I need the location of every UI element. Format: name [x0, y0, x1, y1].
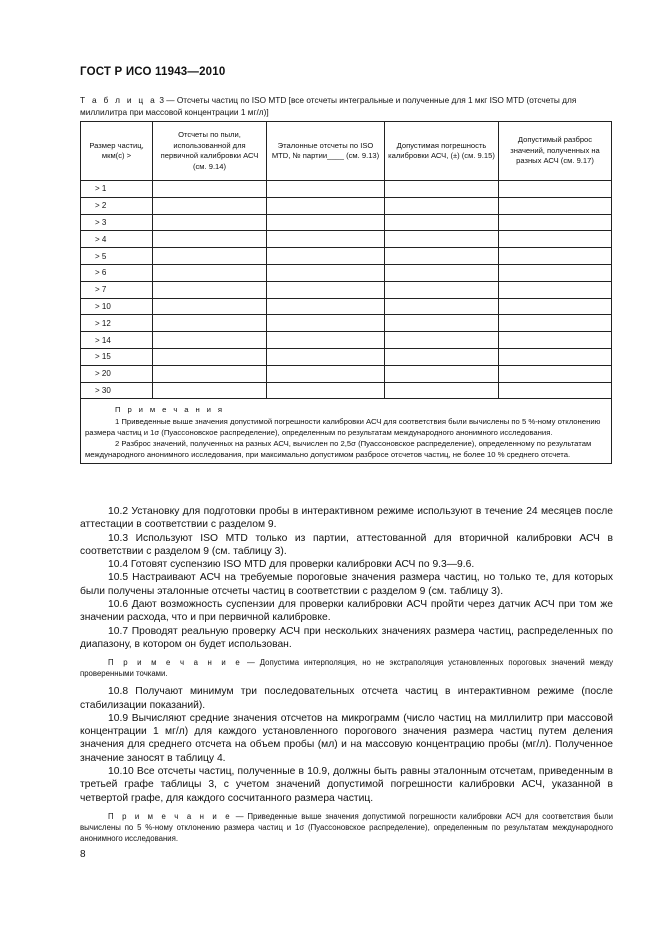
- notes-title: П р и м е ч а н и я: [115, 405, 225, 415]
- empty-cell: [267, 181, 385, 198]
- empty-cell: [153, 298, 267, 315]
- empty-cell: [267, 197, 385, 214]
- empty-cell: [153, 281, 267, 298]
- table-caption: [80, 94, 610, 118]
- empty-cell: [499, 332, 612, 349]
- empty-cell: [499, 248, 612, 265]
- empty-cell: [385, 281, 499, 298]
- note-text: — Допустима интерполяция, но не экстраполяция установленных пороговых значений между проверенными точками.: [80, 658, 613, 679]
- empty-cell: [385, 365, 499, 382]
- size-cell: > 10: [81, 298, 153, 315]
- empty-cell: [267, 315, 385, 332]
- table-notes: [81, 399, 612, 464]
- empty-cell: [153, 248, 267, 265]
- column-header: Отсчеты по пыли, использованной для первичной калибровки АСЧ (см. 9.14): [153, 122, 267, 181]
- empty-cell: [499, 231, 612, 248]
- empty-cell: [153, 365, 267, 382]
- size-cell: > 4: [81, 231, 153, 248]
- paragraph-10-9: 10.9 Вычисляют средние значения отсчетов на микрограмм (число частиц на миллилитр при массовой концентрации 1 мг/л) для каждого установленного порогового значения размера частиц путем деления значения для среднего отсчета на объем пробы (мл) и на массовую концентрацию пробы (мг/л). Полученное значение заносят в таблицу 4.: [80, 712, 613, 764]
- table-row: [81, 264, 612, 281]
- empty-cell: [153, 332, 267, 349]
- empty-cell: [267, 264, 385, 281]
- empty-cell: [153, 382, 267, 399]
- empty-cell: [385, 264, 499, 281]
- empty-cell: [385, 231, 499, 248]
- empty-cell: [499, 348, 612, 365]
- empty-cell: [499, 181, 612, 198]
- size-cell: > 30: [81, 382, 153, 399]
- note-interpolation: [80, 657, 613, 679]
- table-row: [81, 348, 612, 365]
- empty-cell: [499, 214, 612, 231]
- note-label: П р и м е ч а н и е: [108, 658, 242, 668]
- paragraph-10-6: 10.6 Дают возможность суспензии для проверки калибровки АСЧ пройти через датчик АСЧ при том же значении расхода, что и при первичной калибровке.: [80, 599, 613, 624]
- size-cell: > 5: [81, 248, 153, 265]
- size-cell: > 6: [81, 264, 153, 281]
- size-cell: > 2: [81, 197, 153, 214]
- table-row: [81, 181, 612, 198]
- paragraph-10-8: 10.8 Получают минимум три последовательных отсчета частиц в интерактивном режиме (после стабилизации показаний).: [80, 686, 613, 711]
- table-notes-row: [81, 399, 612, 464]
- empty-cell: [385, 348, 499, 365]
- table-row: [81, 231, 612, 248]
- table-row: [81, 214, 612, 231]
- empty-cell: [385, 197, 499, 214]
- paragraph-10-5: 10.5 Настраивают АСЧ на требуемые пороговые значения размера частиц, но только те, для которых были получены эталонные отсчеты частиц в соответствии с разделом 9 (см. таблицу 3).: [80, 572, 613, 597]
- note-calibration: [80, 811, 613, 844]
- table-row: [81, 365, 612, 382]
- column-header: Размер частиц, мкм(с) >: [81, 122, 153, 181]
- empty-cell: [153, 231, 267, 248]
- size-cell: > 20: [81, 365, 153, 382]
- empty-cell: [153, 264, 267, 281]
- standard-header: ГОСТ Р ИСО 11943—2010: [80, 66, 226, 78]
- note-label: П р и м е ч а н и е: [108, 811, 232, 821]
- empty-cell: [267, 298, 385, 315]
- table-note-2: 2 Разброс значений, полученных на разных АСЧ, вычислен по 2,5σ (Пуассоновское распределение), определенному по результатам международного анонимного исследования, при максимально допустимом разбросе отсчетов частиц, не более 10 % среднего отсчета.: [85, 438, 592, 459]
- empty-cell: [385, 298, 499, 315]
- size-cell: > 7: [81, 281, 153, 298]
- body-text: [80, 505, 613, 850]
- empty-cell: [267, 281, 385, 298]
- empty-cell: [267, 332, 385, 349]
- particle-counts-table: [80, 121, 612, 464]
- size-cell: > 15: [81, 348, 153, 365]
- empty-cell: [385, 214, 499, 231]
- empty-cell: [153, 214, 267, 231]
- empty-cell: [385, 382, 499, 399]
- empty-cell: [499, 281, 612, 298]
- size-cell: > 3: [81, 214, 153, 231]
- table-row: [81, 315, 612, 332]
- empty-cell: [499, 365, 612, 382]
- column-header: Допустимая погрешность калибровки АСЧ, (±) (см. 9.15): [385, 122, 499, 181]
- paragraph-10-3: 10.3 Используют ISO MTD только из партии, аттестованной для вторичной калибровки АСЧ в соответствии с разделом 9 (см. таблицу 3).: [80, 532, 613, 557]
- empty-cell: [153, 181, 267, 198]
- column-header: Эталонные отсчеты по ISO MTD, № партии____ (см. 9.13): [267, 122, 385, 181]
- empty-cell: [499, 298, 612, 315]
- empty-cell: [499, 382, 612, 399]
- empty-cell: [153, 197, 267, 214]
- table-row: [81, 298, 612, 315]
- table-row: [81, 197, 612, 214]
- empty-cell: [267, 348, 385, 365]
- empty-cell: [267, 231, 385, 248]
- empty-cell: [153, 315, 267, 332]
- note-text: — Приведенные выше значения допустимой погрешности калибровки АСЧ для соответствия были вычислены по 5 %-ному отклонению размера частиц и 1σ (Пуассоновское распределение), определенным по результатам международного анонимного исследования.: [80, 811, 613, 843]
- empty-cell: [267, 382, 385, 399]
- table-caption-label: Т а б л и ц а: [80, 95, 158, 105]
- empty-cell: [385, 332, 499, 349]
- paragraph-10-2: 10.2 Установку для подготовки пробы в интерактивном режиме используют в течение 24 месяцев после аттестации в соответствии с разделом 9.: [80, 506, 613, 531]
- table-header-row: [81, 122, 612, 181]
- empty-cell: [385, 181, 499, 198]
- size-cell: > 14: [81, 332, 153, 349]
- table-row: [81, 332, 612, 349]
- size-cell: > 12: [81, 315, 153, 332]
- table-note-1: 1 Приведенные выше значения допустимой погрешности калибровки АСЧ для соответствия были вычислены по 5 %-ному отклонению размера частиц и 1σ (Пуассоновское распределение), определенным по результатам международного анонимного исследования.: [85, 417, 601, 437]
- table-row: [81, 248, 612, 265]
- empty-cell: [153, 348, 267, 365]
- table-row: [81, 281, 612, 298]
- empty-cell: [499, 315, 612, 332]
- empty-cell: [499, 264, 612, 281]
- empty-cell: [267, 248, 385, 265]
- table-row: [81, 382, 612, 399]
- paragraph-10-4: 10.4 Готовят суспензию ISO MTD для проверки калибровки АСЧ по 9.3—9.6.: [108, 559, 475, 571]
- empty-cell: [499, 197, 612, 214]
- size-cell: > 1: [81, 181, 153, 198]
- page-number: 8: [80, 849, 86, 860]
- paragraph-10-7: 10.7 Проводят реальную проверку АСЧ при нескольких значениях размера частиц, распределенных по диапазону, в котором он будет использован.: [80, 625, 613, 650]
- empty-cell: [267, 214, 385, 231]
- empty-cell: [267, 365, 385, 382]
- empty-cell: [385, 315, 499, 332]
- column-header: Допустимый разброс значений, полученных на разных АСЧ (см. 9.17): [499, 122, 612, 181]
- empty-cell: [385, 248, 499, 265]
- paragraph-10-10: 10.10 Все отсчеты частиц, полученные в 10.9, должны быть равны эталонным отсчетам, приведенным в третьей графе таблицы 3, с учетом значений допустимой погрешности калибровки АСЧ, указанной в четвертой графе, для каждого сосчитанного размера частиц.: [80, 766, 613, 804]
- table-caption-text: 3 — Отсчеты частиц по ISO MTD [все отсчеты интегральные и полученные для 1 мкг ISO MTD (отсчеты для миллилитра при массовой концентрации 1 мг/л)]: [80, 95, 577, 117]
